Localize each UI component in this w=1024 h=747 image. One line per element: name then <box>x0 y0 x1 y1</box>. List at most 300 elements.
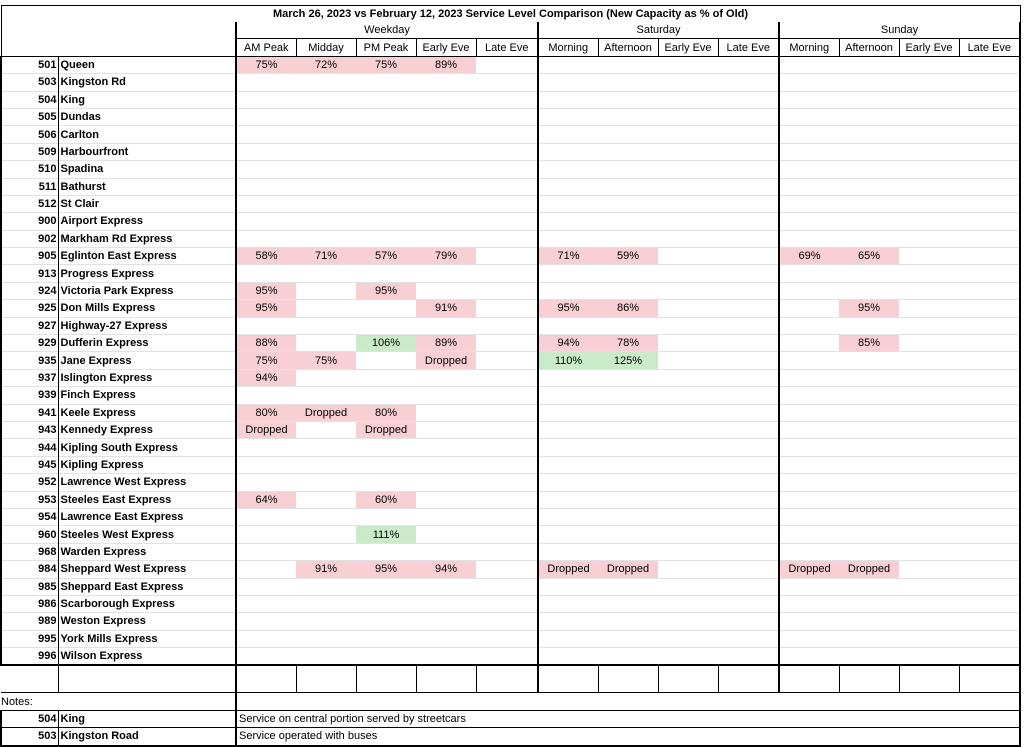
value-cell <box>779 161 839 178</box>
table-row <box>1 300 1020 317</box>
value-cell: Dropped <box>416 352 476 369</box>
value-cell <box>598 630 658 647</box>
value-cell <box>538 230 598 247</box>
route-name: Lawrence West Express <box>58 474 236 491</box>
value-cell <box>416 230 476 247</box>
table-row <box>1 74 1020 91</box>
value-cell: 94% <box>236 369 296 386</box>
value-cell <box>779 578 839 595</box>
value-cell <box>296 613 356 630</box>
value-cell <box>779 526 839 543</box>
value-cell: 95% <box>236 300 296 317</box>
value-cell <box>899 248 959 265</box>
value-cell <box>416 421 476 438</box>
value-cell <box>899 595 959 612</box>
value-cell <box>598 595 658 612</box>
subheader-7: Early Eve <box>658 39 718 56</box>
value-cell <box>899 369 959 386</box>
route-number: 953 <box>1 491 58 508</box>
value-cell <box>959 143 1020 160</box>
value-cell <box>839 352 899 369</box>
value-cell <box>416 456 476 473</box>
value-cell <box>538 648 598 666</box>
value-cell <box>839 213 899 230</box>
value-cell <box>839 230 899 247</box>
value-cell <box>718 161 779 178</box>
route-number: 927 <box>1 317 58 334</box>
value-cell <box>296 282 356 299</box>
value-cell <box>779 404 839 421</box>
value-cell <box>779 387 839 404</box>
value-cell <box>658 526 718 543</box>
value-cell <box>538 282 598 299</box>
value-cell <box>598 213 658 230</box>
value-cell <box>899 161 959 178</box>
value-cell <box>658 195 718 212</box>
subheader-8: Late Eve <box>718 39 779 56</box>
route-name: Steeles East Express <box>58 491 236 508</box>
value-cell <box>839 126 899 143</box>
blank-cell <box>476 665 538 693</box>
value-cell <box>839 91 899 108</box>
value-cell <box>779 126 839 143</box>
value-cell <box>658 648 718 666</box>
value-cell <box>236 613 296 630</box>
value-cell <box>476 108 538 125</box>
route-name: York Mills Express <box>58 630 236 647</box>
route-number: 945 <box>1 456 58 473</box>
value-cell <box>236 595 296 612</box>
value-cell: 89% <box>416 335 476 352</box>
value-cell: Dropped <box>598 561 658 578</box>
value-cell <box>839 195 899 212</box>
route-name: Wilson Express <box>58 648 236 666</box>
table-row <box>1 248 1020 265</box>
value-cell <box>476 543 538 560</box>
value-cell <box>356 317 416 334</box>
route-number: 905 <box>1 248 58 265</box>
route-number: 952 <box>1 474 58 491</box>
route-number: 913 <box>1 265 58 282</box>
value-cell <box>658 491 718 508</box>
value-cell <box>236 126 296 143</box>
value-cell <box>899 508 959 525</box>
blank-cell <box>236 665 296 693</box>
value-cell <box>416 491 476 508</box>
value-cell <box>236 508 296 525</box>
value-cell <box>538 474 598 491</box>
value-cell: 72% <box>296 56 356 73</box>
value-cell <box>959 543 1020 560</box>
route-number: 501 <box>1 56 58 73</box>
value-cell <box>538 265 598 282</box>
value-cell <box>538 387 598 404</box>
value-cell: 95% <box>538 300 598 317</box>
value-cell <box>779 282 839 299</box>
value-cell <box>538 195 598 212</box>
value-cell: 79% <box>416 248 476 265</box>
value-cell <box>236 143 296 160</box>
value-cell <box>718 178 779 195</box>
value-cell <box>779 74 839 91</box>
value-cell <box>839 595 899 612</box>
value-cell <box>416 474 476 491</box>
route-name: Kipling Express <box>58 456 236 473</box>
route-number: 505 <box>1 108 58 125</box>
value-cell <box>598 578 658 595</box>
route-number: 512 <box>1 195 58 212</box>
value-cell <box>416 630 476 647</box>
note-row <box>1 710 1020 727</box>
route-name: Harbourfront <box>58 143 236 160</box>
value-cell <box>779 439 839 456</box>
value-cell: 78% <box>598 335 658 352</box>
route-number: 929 <box>1 335 58 352</box>
value-cell <box>839 387 899 404</box>
value-cell: 80% <box>236 404 296 421</box>
value-cell <box>416 578 476 595</box>
value-cell <box>236 178 296 195</box>
value-cell <box>718 578 779 595</box>
value-cell <box>236 387 296 404</box>
value-cell <box>356 108 416 125</box>
value-cell <box>839 108 899 125</box>
value-cell <box>658 335 718 352</box>
blank-cell <box>718 665 779 693</box>
table-row <box>1 335 1020 352</box>
value-cell <box>416 526 476 543</box>
value-cell <box>839 630 899 647</box>
value-cell <box>658 352 718 369</box>
value-cell <box>416 543 476 560</box>
value-cell <box>476 387 538 404</box>
value-cell <box>959 265 1020 282</box>
value-cell <box>899 578 959 595</box>
value-cell <box>718 335 779 352</box>
value-cell <box>538 213 598 230</box>
route-name: Kingston Rd <box>58 74 236 91</box>
blank-cell <box>356 665 416 693</box>
value-cell <box>236 526 296 543</box>
value-cell <box>356 456 416 473</box>
value-cell <box>236 456 296 473</box>
value-cell <box>658 404 718 421</box>
route-name: Warden Express <box>58 543 236 560</box>
value-cell <box>538 369 598 386</box>
value-cell <box>718 213 779 230</box>
value-cell <box>296 161 356 178</box>
value-cell <box>899 630 959 647</box>
value-cell <box>718 543 779 560</box>
value-cell <box>356 213 416 230</box>
table-row <box>1 474 1020 491</box>
table-row <box>1 317 1020 334</box>
value-cell <box>658 317 718 334</box>
value-cell <box>779 195 839 212</box>
table-row <box>1 56 1020 73</box>
value-cell <box>236 317 296 334</box>
value-cell <box>598 91 658 108</box>
value-cell <box>236 74 296 91</box>
value-cell: 65% <box>839 248 899 265</box>
route-name: Finch Express <box>58 387 236 404</box>
value-cell <box>356 352 416 369</box>
value-cell <box>356 143 416 160</box>
value-cell <box>658 213 718 230</box>
value-cell <box>658 143 718 160</box>
value-cell <box>959 161 1020 178</box>
value-cell <box>779 317 839 334</box>
value-cell <box>356 474 416 491</box>
value-cell <box>476 474 538 491</box>
value-cell <box>959 91 1020 108</box>
value-cell <box>959 282 1020 299</box>
value-cell <box>356 74 416 91</box>
notes-label: Notes: <box>1 695 33 708</box>
value-cell: 89% <box>416 56 476 73</box>
value-cell: 111% <box>356 526 416 543</box>
value-cell <box>476 265 538 282</box>
value-cell <box>779 543 839 560</box>
value-cell <box>899 526 959 543</box>
value-cell <box>296 335 356 352</box>
value-cell <box>718 404 779 421</box>
value-cell <box>959 508 1020 525</box>
value-cell: 94% <box>416 561 476 578</box>
value-cell <box>718 108 779 125</box>
table-row <box>1 265 1020 282</box>
value-cell <box>416 317 476 334</box>
value-cell <box>356 369 416 386</box>
value-cell <box>959 56 1020 73</box>
value-cell <box>839 369 899 386</box>
value-cell <box>959 248 1020 265</box>
value-cell <box>598 161 658 178</box>
value-cell <box>779 300 839 317</box>
value-cell <box>476 195 538 212</box>
blank-cell <box>899 665 959 693</box>
value-cell <box>538 178 598 195</box>
value-cell: 110% <box>538 352 598 369</box>
value-cell <box>296 143 356 160</box>
route-name: Highway-27 Express <box>58 317 236 334</box>
value-cell <box>538 143 598 160</box>
subheader-5: Morning <box>538 39 598 56</box>
value-cell <box>718 421 779 438</box>
value-cell <box>718 595 779 612</box>
value-cell <box>658 543 718 560</box>
note-text: Service operated with buses <box>236 728 1020 746</box>
value-cell <box>598 230 658 247</box>
table-row <box>1 421 1020 438</box>
value-cell <box>296 230 356 247</box>
route-number: 935 <box>1 352 58 369</box>
value-cell <box>718 300 779 317</box>
value-cell <box>296 543 356 560</box>
value-cell <box>959 474 1020 491</box>
value-cell <box>476 404 538 421</box>
subheader-6: Afternoon <box>598 39 658 56</box>
route-name: Scarborough Express <box>58 595 236 612</box>
table-row <box>1 282 1020 299</box>
value-cell <box>416 595 476 612</box>
route-number: 943 <box>1 421 58 438</box>
value-cell: 86% <box>598 300 658 317</box>
table-row <box>1 195 1020 212</box>
note-row <box>1 728 1020 746</box>
value-cell <box>718 526 779 543</box>
value-cell <box>899 74 959 91</box>
route-number: 504 <box>1 91 58 108</box>
value-cell: Dropped <box>779 561 839 578</box>
value-cell <box>356 265 416 282</box>
value-cell <box>476 300 538 317</box>
value-cell <box>779 648 839 666</box>
value-cell: 94% <box>538 335 598 352</box>
value-cell <box>959 630 1020 647</box>
route-name: Sheppard West Express <box>58 561 236 578</box>
value-cell <box>356 630 416 647</box>
value-cell <box>538 595 598 612</box>
value-cell: Dropped <box>296 404 356 421</box>
value-cell <box>718 387 779 404</box>
value-cell <box>538 56 598 73</box>
value-cell <box>296 300 356 317</box>
value-cell <box>959 352 1020 369</box>
value-cell <box>839 543 899 560</box>
value-cell <box>779 213 839 230</box>
value-cell <box>598 456 658 473</box>
value-cell <box>598 404 658 421</box>
value-cell <box>959 595 1020 612</box>
route-name: Progress Express <box>58 265 236 282</box>
value-cell <box>598 387 658 404</box>
value-cell <box>839 421 899 438</box>
value-cell <box>476 456 538 473</box>
subheader-9: Morning <box>779 39 839 56</box>
value-cell: 125% <box>598 352 658 369</box>
value-cell <box>236 265 296 282</box>
value-cell <box>959 648 1020 666</box>
value-cell <box>356 178 416 195</box>
value-cell <box>538 161 598 178</box>
value-cell <box>296 595 356 612</box>
value-cell <box>658 421 718 438</box>
value-cell <box>476 91 538 108</box>
route-name: Steeles West Express <box>58 526 236 543</box>
header-blank-num <box>1 22 58 39</box>
value-cell <box>779 265 839 282</box>
route-number: 995 <box>1 630 58 647</box>
route-number: 996 <box>1 648 58 666</box>
value-cell <box>416 161 476 178</box>
table-row <box>1 387 1020 404</box>
value-cell <box>959 561 1020 578</box>
route-number: 986 <box>1 595 58 612</box>
value-cell <box>899 143 959 160</box>
table-row <box>1 178 1020 195</box>
subheader-0: AM Peak <box>236 39 296 56</box>
value-cell <box>476 630 538 647</box>
value-cell <box>598 491 658 508</box>
blank-cell <box>598 665 658 693</box>
table-row <box>1 91 1020 108</box>
value-cell <box>658 439 718 456</box>
value-cell <box>779 178 839 195</box>
value-cell <box>718 439 779 456</box>
value-cell <box>236 108 296 125</box>
value-cell <box>658 630 718 647</box>
value-cell <box>658 282 718 299</box>
value-cell <box>779 456 839 473</box>
value-cell <box>959 439 1020 456</box>
value-cell <box>959 578 1020 595</box>
value-cell <box>658 178 718 195</box>
value-cell <box>718 317 779 334</box>
value-cell <box>959 387 1020 404</box>
value-cell <box>476 421 538 438</box>
value-cell <box>959 456 1020 473</box>
route-number: 944 <box>1 439 58 456</box>
route-name: Keele Express <box>58 404 236 421</box>
blank-cell <box>58 665 236 693</box>
value-cell <box>356 300 416 317</box>
value-cell <box>538 491 598 508</box>
value-cell <box>718 456 779 473</box>
notes-label-row <box>1 693 1020 710</box>
value-cell <box>476 561 538 578</box>
value-cell <box>839 456 899 473</box>
value-cell <box>296 178 356 195</box>
route-name: Lawrence East Express <box>58 508 236 525</box>
value-cell <box>356 543 416 560</box>
route-number: 937 <box>1 369 58 386</box>
route-name: Dufferin Express <box>58 335 236 352</box>
value-cell <box>839 474 899 491</box>
value-cell <box>658 508 718 525</box>
group-weekday: Weekday <box>236 22 538 39</box>
value-cell <box>296 508 356 525</box>
value-cell <box>658 613 718 630</box>
value-cell <box>356 613 416 630</box>
value-cell: Dropped <box>236 421 296 438</box>
value-cell <box>899 213 959 230</box>
value-cell <box>779 91 839 108</box>
value-cell <box>476 508 538 525</box>
route-name: St Clair <box>58 195 236 212</box>
table-row <box>1 578 1020 595</box>
value-cell <box>356 161 416 178</box>
route-number: 960 <box>1 526 58 543</box>
value-cell: 59% <box>598 248 658 265</box>
table-row <box>1 630 1020 647</box>
table-row <box>1 352 1020 369</box>
value-cell <box>718 248 779 265</box>
value-cell <box>899 543 959 560</box>
value-cell <box>959 613 1020 630</box>
value-cell <box>236 630 296 647</box>
value-cell <box>538 456 598 473</box>
value-cell <box>839 526 899 543</box>
table-row <box>1 213 1020 230</box>
value-cell <box>718 126 779 143</box>
value-cell <box>538 578 598 595</box>
table-row <box>1 439 1020 456</box>
value-cell <box>476 126 538 143</box>
value-cell <box>899 265 959 282</box>
value-cell <box>598 543 658 560</box>
value-cell <box>839 56 899 73</box>
